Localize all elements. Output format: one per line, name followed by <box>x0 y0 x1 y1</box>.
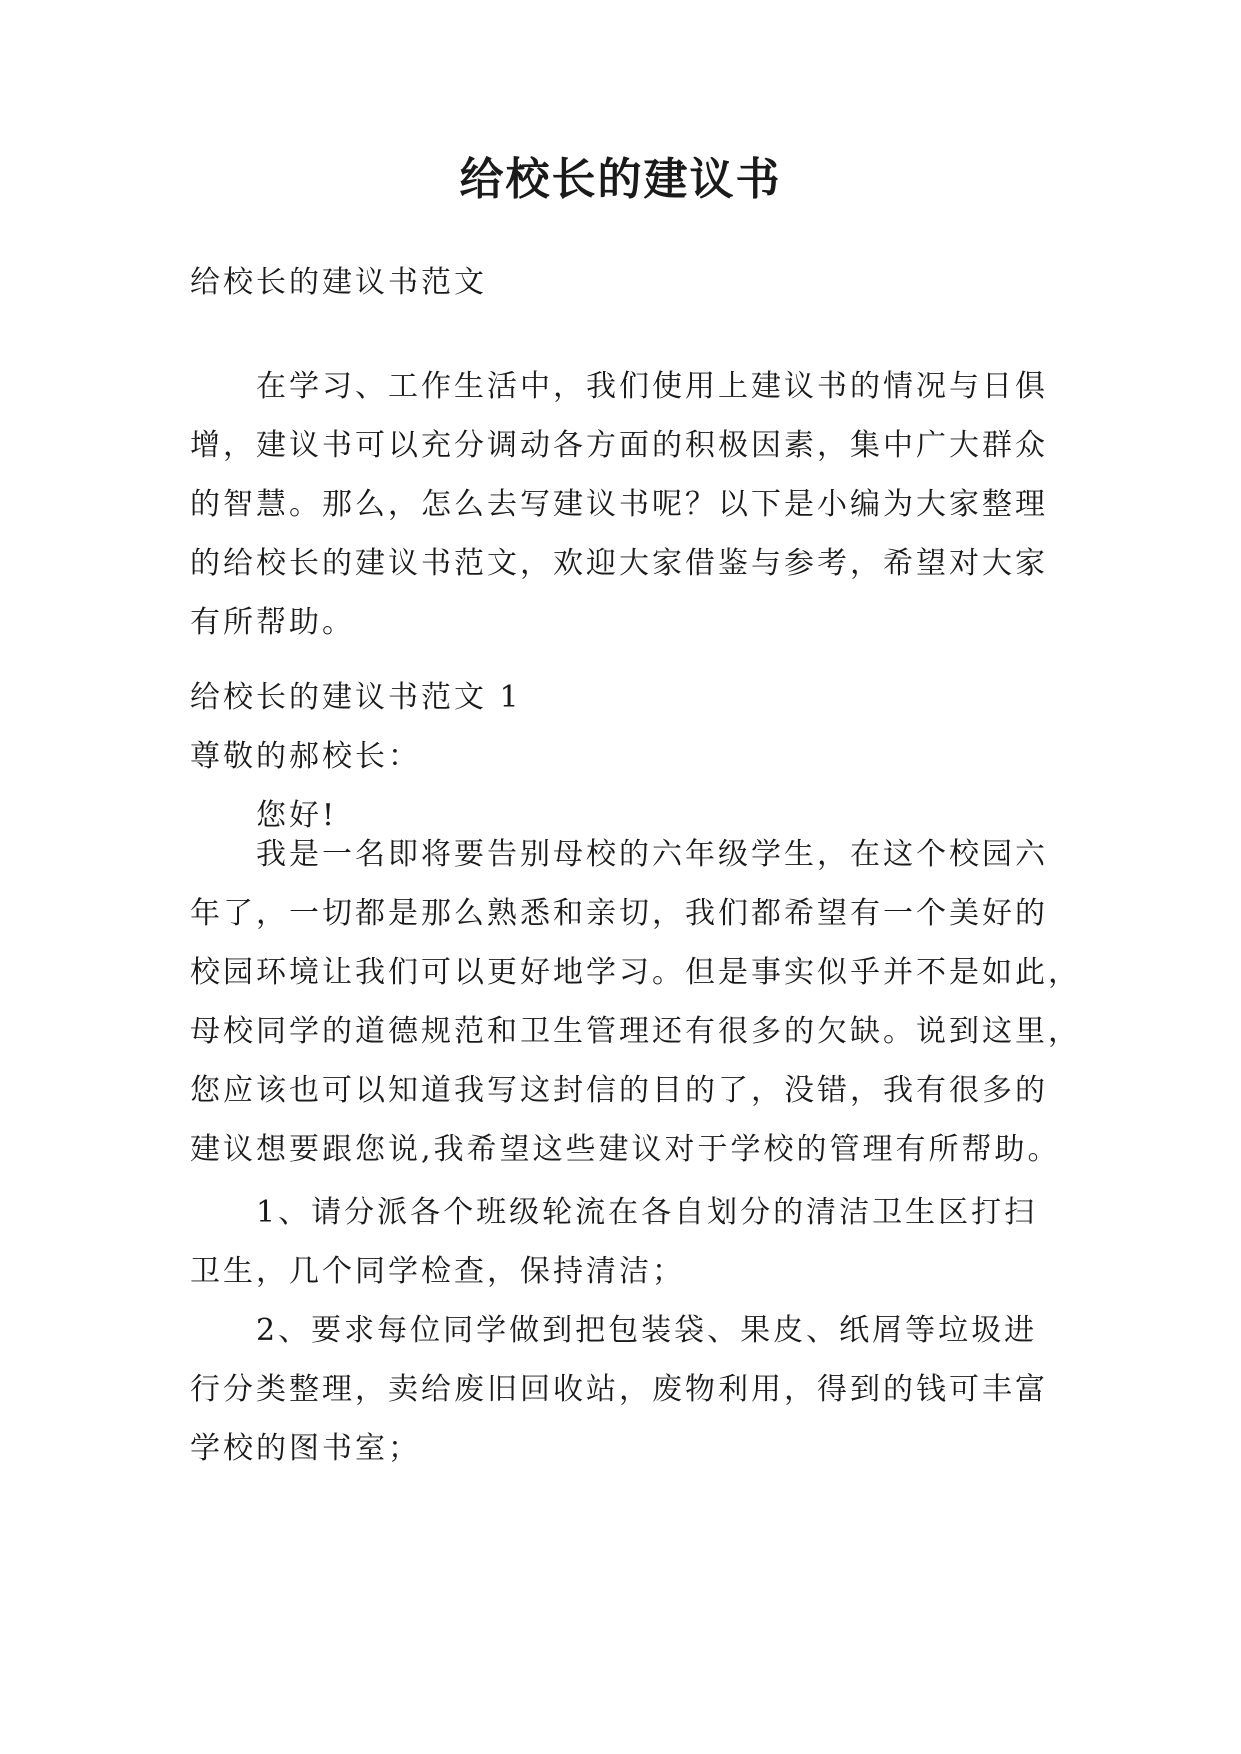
salutation: 尊敬的郝校长： <box>190 739 421 774</box>
list-item-line: 卫生，几个同学检查，保持清洁； <box>190 1254 685 1289</box>
body-line: 校园环境让我们可以更好地学习。但是事实似乎并不是如此， <box>190 955 1081 990</box>
body-line: 我是一名即将要告别母校的六年级学生，在这个校园六 <box>256 837 1048 872</box>
list-item-line: 2、要求每位同学做到把包装袋、果皮、纸屑等垃圾进 <box>256 1313 1038 1348</box>
list-item-line: 1、请分派各个班级轮流在各自划分的清洁卫生区打扫 <box>256 1195 1038 1230</box>
body-line: 年了，一切都是那么熟悉和亲切，我们都希望有一个美好的 <box>190 896 1048 931</box>
section-heading: 给校长的建议书范文 1 <box>190 680 522 715</box>
intro-line: 有所帮助。 <box>190 605 355 640</box>
body-line: 母校同学的道德规范和卫生管理还有很多的欠缺。说到这里， <box>190 1014 1081 1049</box>
body-line: 您应该也可以知道我写这封信的目的了，没错，我有很多的 <box>190 1073 1048 1108</box>
intro-line: 在学习、工作生活中，我们使用上建议书的情况与日俱 <box>256 369 1048 404</box>
intro-paragraph <box>190 357 1060 652</box>
list-item-line: 行分类整理，卖给废旧回收站，废物利用，得到的钱可丰富 <box>190 1372 1048 1407</box>
list-item-1 <box>190 1183 1060 1301</box>
document-title: 给校长的建议书 <box>459 154 782 205</box>
list-item-line: 学校的图书室； <box>190 1431 421 1466</box>
intro-line: 增，建议书可以充分调动各方面的积极因素，集中广大群众 <box>190 428 1048 463</box>
list-item-2 <box>190 1301 1060 1478</box>
body-paragraph <box>190 825 1081 1179</box>
body-line: 建议想要跟您说,我希望这些建议对于学校的管理有所帮助。 <box>190 1132 1061 1167</box>
intro-line: 的智慧。那么，怎么去写建议书呢？以下是小编为大家整理 <box>190 487 1048 522</box>
subtitle: 给校长的建议书范文 <box>190 265 487 300</box>
greeting: 您好! <box>256 798 338 833</box>
intro-line: 的给校长的建议书范文，欢迎大家借鉴与参考，希望对大家 <box>190 546 1048 581</box>
